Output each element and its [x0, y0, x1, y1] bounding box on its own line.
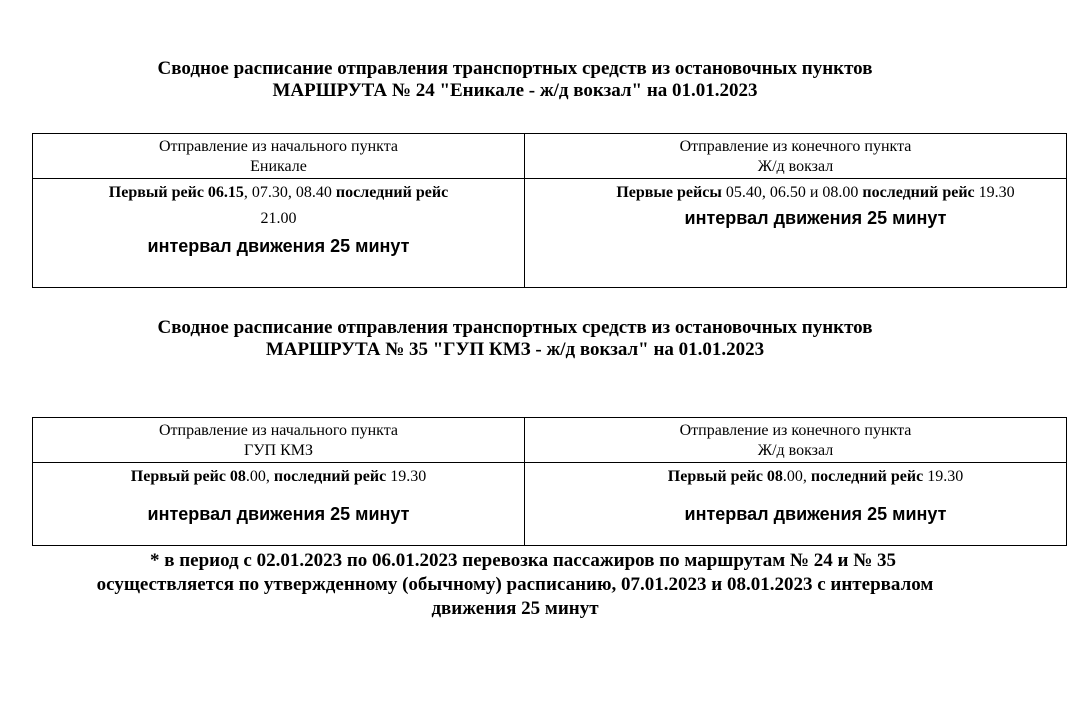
route-35-start-times-cell [33, 463, 525, 546]
route-35-end-header [525, 418, 1067, 463]
route-35-end-times: .00, [782, 468, 811, 485]
route-35-start-interval: интервал движения 25 минут [147, 504, 410, 524]
route-24-start-stop: Еникале [250, 158, 307, 175]
route-35-start-first-label: Первый рейс 08 [130, 468, 246, 485]
route-24-header-row [33, 134, 1067, 179]
route-24-end-last-time: 19.30 [974, 184, 1015, 201]
route-35-start-last-time: 19.30 [386, 468, 427, 485]
route-24-end-last-label: последний рейс [862, 184, 975, 201]
route-24-end-first-label: Первые рейсы [616, 184, 722, 201]
route-35-start-times: .00, [245, 468, 274, 485]
route-24-end-times: 05.40, 06.50 и 08.00 [721, 184, 863, 201]
route-35-end-last-time: 19.30 [923, 468, 964, 485]
route-24-start-header-label: Отправление из начального пункта [158, 138, 399, 155]
route-35-title-line2: МАРШРУТА № 35 "ГУП КМЗ - ж/д вокзал" на 01.01.2023 [265, 339, 765, 360]
route-24-start-header [33, 134, 525, 179]
route-24-end-header [525, 134, 1067, 179]
route-24-times-row [33, 179, 1067, 288]
route-35-header-row [33, 418, 1067, 463]
route-24-start-last-time: 21.00 [260, 210, 297, 227]
route-24-start-times-cell [33, 179, 525, 288]
route-24-title [0, 58, 1030, 102]
route-24-start-last-label: последний рейс [335, 184, 449, 201]
holiday-note-line3: движения 25 минут [431, 598, 599, 619]
route-35-end-interval: интервал движения 25 минут [684, 504, 947, 524]
route-24-start-interval: интервал движения 25 минут [147, 236, 410, 256]
route-24-end-header-label: Отправление из конечного пункта [679, 138, 912, 155]
route-24-end-stop: Ж/д вокзал [757, 158, 834, 175]
route-35-end-last-label: последний рейс [810, 468, 924, 485]
route-35-start-header-label: Отправление из начального пункта [158, 422, 399, 439]
route-35-title-line1: Сводное расписание отправления транспортных средств из остановочных пунктов [157, 317, 873, 338]
route-24-title-line2: МАРШРУТА № 24 "Еникале - ж/д вокзал" на 01.01.2023 [272, 80, 758, 101]
route-35-end-header-label: Отправление из конечного пункта [679, 422, 912, 439]
route-35-title [0, 317, 1030, 361]
route-24-title-line1: Сводное расписание отправления транспортных средств из остановочных пунктов [157, 58, 873, 79]
route-35-start-stop: ГУП КМЗ [243, 442, 314, 459]
route-35-end-times-cell [525, 463, 1067, 546]
route-24-end-times-cell [525, 179, 1067, 288]
route-35-end-stop: Ж/д вокзал [757, 442, 834, 459]
route-35-start-last-label: последний рейс [273, 468, 387, 485]
route-24-start-times: , 07.30, 08.40 [243, 184, 336, 201]
route-35-start-header [33, 418, 525, 463]
route-24-end-interval: интервал движения 25 минут [684, 208, 947, 228]
holiday-note [0, 549, 1030, 621]
route-24-start-first-label: Первый рейс 06.15 [108, 184, 244, 201]
holiday-note-line1: * в период с 02.01.2023 по 06.01.2023 перевозка пассажиров по маршрутам № 24 и № 35 [149, 550, 897, 571]
route-35-end-first-label: Первый рейс 08 [667, 468, 783, 485]
holiday-note-line2: осуществляется по утвержденному (обычному) расписанию, 07.01.2023 и 08.01.2023 с интервалом [96, 574, 934, 595]
route-35-times-row [33, 463, 1067, 546]
route-35-schedule-table [32, 417, 1067, 546]
route-24-schedule-table [32, 133, 1067, 288]
